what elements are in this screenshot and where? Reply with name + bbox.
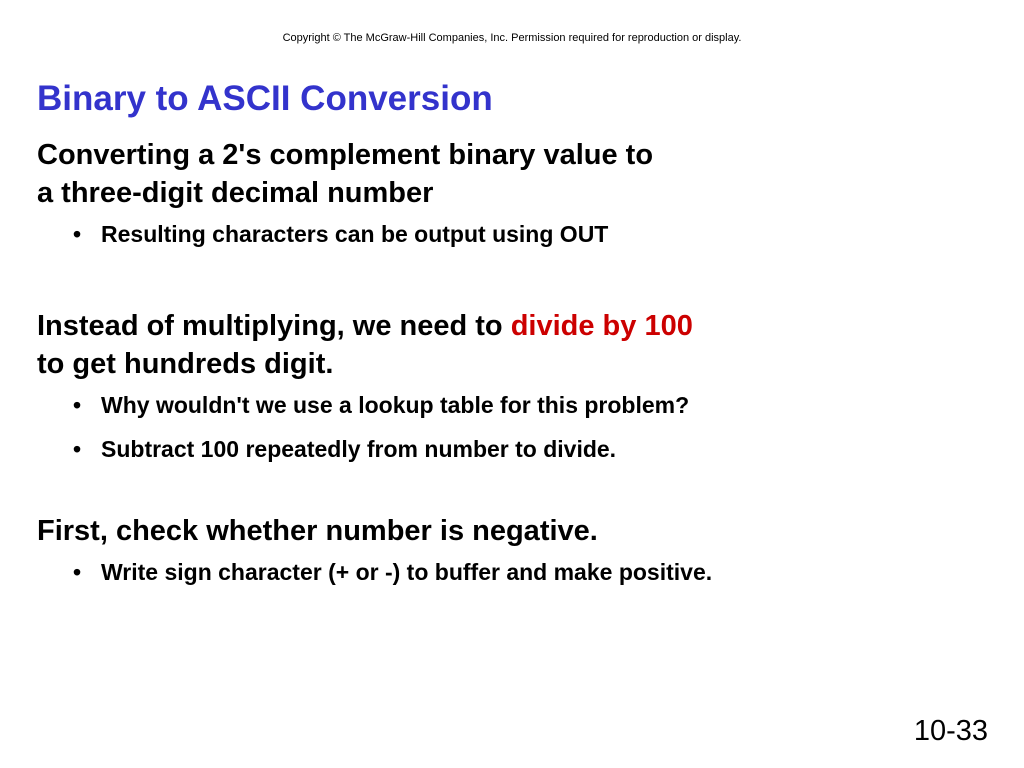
- bullet-icon: •: [73, 392, 82, 418]
- bullet-icon: •: [73, 559, 82, 585]
- bullet-item: [73, 557, 997, 587]
- bullet-item: [73, 219, 997, 249]
- bullet-list-3: [37, 557, 997, 587]
- bullet-text: Why wouldn't we use a lookup table for this problem?: [101, 392, 690, 418]
- main-point-2-line-1: [37, 307, 997, 345]
- bullet-item: [73, 390, 997, 420]
- bullet-list-1: [37, 219, 997, 249]
- main-point-2: [37, 307, 997, 383]
- bullet-icon: •: [73, 436, 82, 462]
- bullet-text: Subtract 100 repeatedly from number to divide.: [101, 436, 617, 462]
- bullet-item: [73, 434, 997, 464]
- main-point-1-line-1: Converting a 2's complement binary value to: [37, 139, 654, 171]
- bullet-list-2: [37, 390, 997, 464]
- main-point-2-text: Instead of multiplying, we need to: [37, 310, 511, 342]
- bullet-icon: •: [73, 221, 82, 247]
- main-point-2-line-2: to get hundreds digit.: [37, 348, 334, 380]
- slide-body: [37, 136, 997, 601]
- slide-title: Binary to ASCII Conversion: [37, 79, 493, 118]
- slide-number: 10-33: [913, 715, 988, 747]
- main-point-1-line-2: a three-digit decimal number: [37, 177, 434, 209]
- bullet-text: Write sign character (+ or -) to buffer and make positive.: [101, 559, 713, 585]
- main-point-3: [37, 512, 997, 550]
- main-point-3-line-1: First, check whether number is negative.: [37, 515, 598, 547]
- main-point-1: [37, 136, 997, 212]
- highlighted-phrase: divide by 100: [510, 310, 693, 342]
- copyright-notice: Copyright © The McGraw-Hill Companies, Inc. Permission required for reproduction or display.: [282, 32, 742, 44]
- bullet-text: Resulting characters can be output using OUT: [101, 221, 609, 247]
